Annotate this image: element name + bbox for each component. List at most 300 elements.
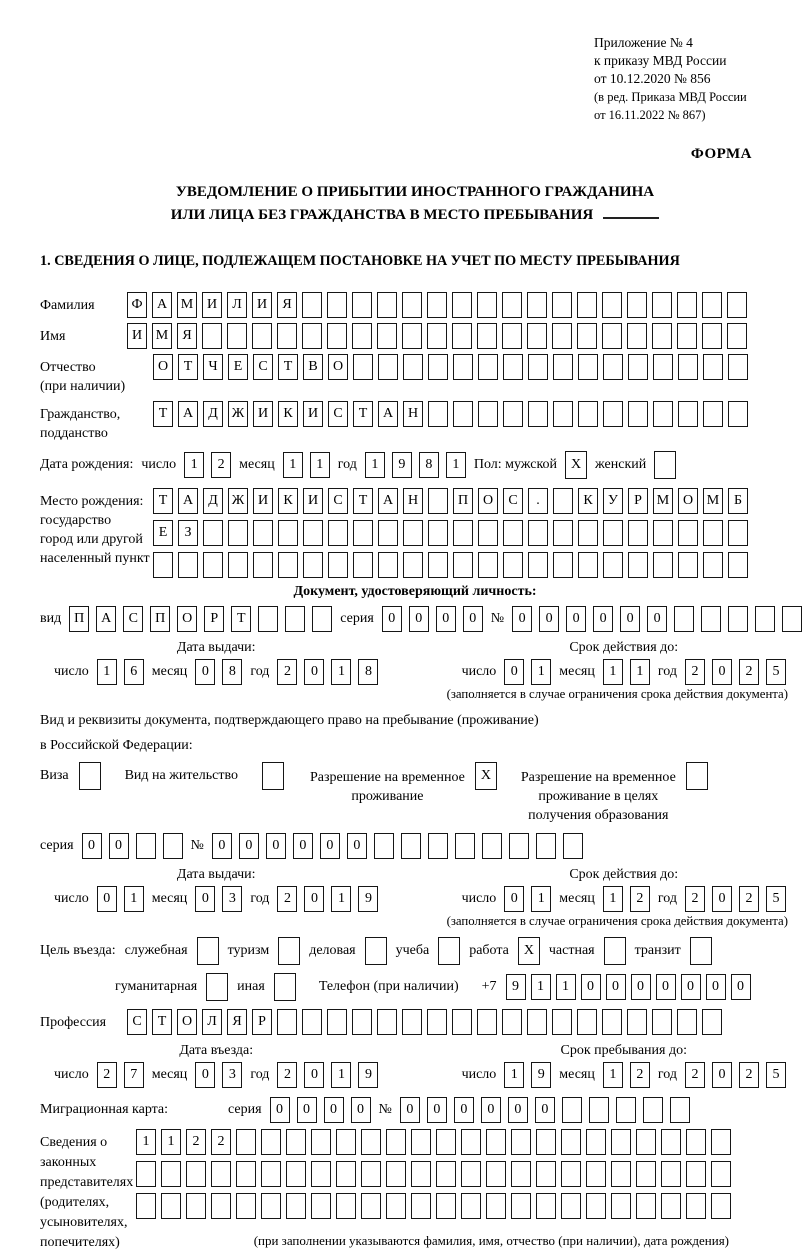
- purpose-work-checkbox: [518, 937, 540, 965]
- char-cell: [361, 1161, 381, 1187]
- temp-permit-label-line1: Разрешение на временное: [309, 770, 465, 785]
- residence-doc-checkboxes: [40, 762, 790, 825]
- char-cell: С: [503, 488, 523, 514]
- char-cell: [482, 833, 502, 859]
- char-cell: [653, 401, 673, 427]
- char-cell: 0: [566, 606, 586, 632]
- char-cell: [136, 1161, 156, 1187]
- char-cell: О: [328, 354, 348, 380]
- char-cell: [728, 401, 748, 427]
- purpose-tourism-label: туризм: [227, 943, 270, 958]
- char-cell: 1: [97, 659, 117, 685]
- char-cell: [428, 354, 448, 380]
- char-cell: [561, 1129, 581, 1155]
- edu-permit-label-line1: Разрешение на временное: [520, 770, 676, 785]
- visa-label: Виза: [40, 768, 69, 783]
- char-cell: [386, 1129, 406, 1155]
- char-cell: 7: [124, 1062, 144, 1088]
- char-cell: [486, 1193, 506, 1219]
- edu-permit-label-line2: проживание в целях: [538, 789, 659, 804]
- purpose-second-row: [115, 973, 790, 1001]
- char-cell: [311, 1193, 331, 1219]
- form-title: [40, 181, 790, 227]
- edu-permit-label: [521, 762, 676, 825]
- doc-valid-day-cells: [504, 659, 551, 685]
- profession-cells: [127, 1009, 722, 1035]
- char-cell: [536, 1193, 556, 1219]
- char-cell: [486, 1161, 506, 1187]
- char-cell: 0: [656, 974, 676, 1000]
- char-cell: [163, 833, 183, 859]
- char-cell: [703, 401, 723, 427]
- char-cell: С: [328, 401, 348, 427]
- name-label: Имя: [40, 329, 66, 344]
- char-cell: 0: [593, 606, 613, 632]
- field-citizenship: [40, 401, 790, 443]
- char-cell: Н: [403, 488, 423, 514]
- char-cell: П: [150, 606, 170, 632]
- doc-valid-group: [462, 640, 786, 685]
- char-cell: [227, 323, 247, 349]
- number-label: №: [378, 1102, 392, 1117]
- residence-valid-line: [462, 886, 786, 912]
- doc-issue-month-cells: [195, 659, 242, 685]
- char-cell: Т: [178, 354, 198, 380]
- char-cell: [277, 323, 297, 349]
- char-cell: А: [96, 606, 116, 632]
- char-cell: 0: [631, 974, 651, 1000]
- char-cell: 1: [446, 452, 466, 478]
- char-cell: Я: [277, 292, 297, 318]
- char-cell: К: [278, 401, 298, 427]
- legal-label-line4: (родителях,: [40, 1195, 110, 1210]
- sex-female-label: женский: [595, 457, 647, 472]
- char-cell: [453, 520, 473, 546]
- series-label: серия: [228, 1102, 262, 1117]
- char-cell: 2: [685, 1062, 705, 1088]
- char-cell: Е: [228, 354, 248, 380]
- char-cell: 1: [310, 452, 330, 478]
- char-cell: [236, 1161, 256, 1187]
- legal-row3-cells: [136, 1193, 731, 1219]
- char-cell: О: [177, 606, 197, 632]
- char-cell: [136, 833, 156, 859]
- char-cell: [197, 937, 219, 965]
- day-label: число: [461, 664, 497, 679]
- identity-doc-heading: Документ, удостоверяющий личность:: [293, 584, 537, 599]
- char-cell: [678, 401, 698, 427]
- migration-series-cells: [270, 1097, 371, 1123]
- char-cell: [302, 1009, 322, 1035]
- char-cell: 1: [331, 1062, 351, 1088]
- valid-until-heading: Срок действия до:: [569, 867, 679, 882]
- char-cell: [527, 1009, 547, 1035]
- birth-date-label: Дата рождения:: [40, 457, 134, 472]
- char-cell: [403, 520, 423, 546]
- purpose-work-label: работа: [469, 943, 509, 958]
- char-cell: 2: [739, 1062, 759, 1088]
- char-cell: [628, 552, 648, 578]
- char-cell: 6: [124, 659, 144, 685]
- field-name: [40, 323, 790, 349]
- citizenship-label-line2: подданство: [40, 426, 108, 441]
- char-cell: [616, 1097, 636, 1123]
- char-cell: 0: [304, 886, 324, 912]
- char-cell: [586, 1129, 606, 1155]
- char-cell: [477, 292, 497, 318]
- char-cell: [643, 1097, 663, 1123]
- field-birth-date: [40, 451, 790, 479]
- char-cell: [661, 1129, 681, 1155]
- char-cell: И: [127, 323, 147, 349]
- char-cell: 0: [195, 659, 215, 685]
- residence-series-cells: [82, 833, 183, 859]
- purpose-study-checkbox: [438, 937, 460, 965]
- char-cell: X: [475, 762, 497, 790]
- char-cell: [528, 354, 548, 380]
- char-cell: [202, 323, 222, 349]
- char-cell: О: [153, 354, 173, 380]
- char-cell: Т: [278, 354, 298, 380]
- residence-doc-heading-line1: Вид и реквизиты документа, подтверждающего право на пребывание (проживание): [40, 713, 539, 728]
- char-cell: [627, 292, 647, 318]
- sex-female-checkbox: [654, 451, 676, 479]
- purpose-private-checkbox: [604, 937, 626, 965]
- char-cell: Ф: [127, 292, 147, 318]
- char-cell: Т: [231, 606, 251, 632]
- citizenship-label: [40, 401, 153, 443]
- char-cell: [553, 401, 573, 427]
- field-patronymic: [40, 354, 790, 396]
- char-cell: [652, 292, 672, 318]
- char-cell: 0: [195, 1062, 215, 1088]
- char-cell: [302, 323, 322, 349]
- char-cell: [377, 1009, 397, 1035]
- day-label: число: [54, 1067, 89, 1082]
- patronymic-label: [40, 354, 153, 396]
- char-cell: [303, 520, 323, 546]
- field-migration-card: [40, 1097, 790, 1123]
- patronymic-cells: [153, 354, 748, 380]
- surname-label: Фамилия: [40, 298, 95, 313]
- char-cell: И: [253, 488, 273, 514]
- migration-number-cells: [400, 1097, 690, 1123]
- char-cell: [586, 1193, 606, 1219]
- char-cell: [553, 488, 573, 514]
- char-cell: 0: [320, 833, 340, 859]
- field-birthplace: [40, 488, 790, 578]
- legal-label-line2: законных: [40, 1155, 97, 1170]
- char-cell: X: [518, 937, 540, 965]
- title-blank-underline: [603, 205, 659, 219]
- char-cell: [328, 552, 348, 578]
- month-label: месяц: [239, 457, 275, 472]
- char-cell: [403, 552, 423, 578]
- char-cell: [402, 1009, 422, 1035]
- char-cell: [552, 1009, 572, 1035]
- char-cell: 1: [504, 1062, 524, 1088]
- char-cell: 1: [556, 974, 576, 1000]
- purpose-business-checkbox: [365, 937, 387, 965]
- char-cell: И: [303, 401, 323, 427]
- char-cell: [502, 323, 522, 349]
- char-cell: [661, 1193, 681, 1219]
- purpose-humanitarian-label: гуманитарная: [115, 979, 198, 994]
- char-cell: [261, 1193, 281, 1219]
- char-cell: [386, 1193, 406, 1219]
- char-cell: О: [177, 1009, 197, 1035]
- field-residence-doc-number: [40, 833, 790, 859]
- char-cell: С: [253, 354, 273, 380]
- appendix-reference: [594, 34, 790, 124]
- char-cell: [274, 973, 296, 1001]
- char-cell: [478, 354, 498, 380]
- doc-valid-year-cells: [685, 659, 786, 685]
- char-cell: [411, 1161, 431, 1187]
- char-cell: [261, 1161, 281, 1187]
- doc-number-cells: [512, 606, 802, 632]
- char-cell: [436, 1161, 456, 1187]
- birthplace-row1-cells: [153, 488, 748, 514]
- char-cell: 1: [124, 886, 144, 912]
- char-cell: [327, 323, 347, 349]
- char-cell: [228, 520, 248, 546]
- char-cell: А: [178, 401, 198, 427]
- char-cell: [653, 552, 673, 578]
- char-cell: 0: [606, 974, 626, 1000]
- char-cell: [686, 1129, 706, 1155]
- char-cell: [528, 552, 548, 578]
- forma-label: ФОРМА: [690, 146, 752, 162]
- char-cell: [553, 354, 573, 380]
- char-cell: Я: [227, 1009, 247, 1035]
- birthplace-row2-cells: [153, 520, 748, 546]
- char-cell: [602, 323, 622, 349]
- char-cell: Н: [403, 401, 423, 427]
- char-cell: 8: [222, 659, 242, 685]
- char-cell: [563, 833, 583, 859]
- char-cell: А: [378, 401, 398, 427]
- char-cell: [536, 1129, 556, 1155]
- entry-stay-dates-block: [40, 1043, 790, 1088]
- char-cell: Ж: [228, 488, 248, 514]
- form-title-line1: УВЕДОМЛЕНИЕ О ПРИБЫТИИ ИНОСТРАННОГО ГРАЖДАНИНА: [175, 184, 655, 200]
- char-cell: П: [69, 606, 89, 632]
- year-label: год: [250, 664, 270, 679]
- edition-line: (в ред. Приказа МВД России: [594, 90, 747, 104]
- valid-until-heading: Срок действия до:: [569, 640, 679, 655]
- month-label: месяц: [151, 891, 188, 906]
- char-cell: [628, 401, 648, 427]
- char-cell: [652, 1009, 672, 1035]
- stay-month-cells: [603, 1062, 650, 1088]
- char-cell: 9: [531, 1062, 551, 1088]
- char-cell: [755, 606, 775, 632]
- char-cell: [436, 1129, 456, 1155]
- char-cell: [312, 606, 332, 632]
- char-cell: [553, 552, 573, 578]
- char-cell: 0: [270, 1097, 290, 1123]
- residence-dates-block: [40, 867, 790, 912]
- sex-male-checkbox: [565, 451, 587, 479]
- char-cell: [628, 520, 648, 546]
- char-cell: 0: [712, 659, 732, 685]
- purpose-official-checkbox: [197, 937, 219, 965]
- char-cell: Е: [153, 520, 173, 546]
- legal-representatives-label: [40, 1129, 136, 1253]
- char-cell: 1: [184, 452, 204, 478]
- char-cell: [161, 1161, 181, 1187]
- char-cell: 0: [324, 1097, 344, 1123]
- char-cell: [653, 354, 673, 380]
- char-cell: 0: [297, 1097, 317, 1123]
- char-cell: Ч: [203, 354, 223, 380]
- char-cell: .: [528, 488, 548, 514]
- char-cell: Б: [728, 488, 748, 514]
- field-profession: [40, 1009, 790, 1035]
- day-label: число: [141, 457, 177, 472]
- char-cell: [428, 401, 448, 427]
- char-cell: [603, 401, 623, 427]
- char-cell: [577, 323, 597, 349]
- char-cell: [206, 973, 228, 1001]
- migration-card-label: Миграционная карта:: [40, 1102, 169, 1117]
- purpose-private-label: частная: [548, 943, 595, 958]
- char-cell: [552, 323, 572, 349]
- char-cell: 9: [358, 1062, 378, 1088]
- char-cell: 3: [222, 886, 242, 912]
- char-cell: [661, 1161, 681, 1187]
- char-cell: [428, 833, 448, 859]
- char-cell: [674, 606, 694, 632]
- char-cell: О: [478, 488, 498, 514]
- char-cell: [211, 1161, 231, 1187]
- entry-date-group: [54, 1043, 378, 1088]
- char-cell: 0: [504, 886, 524, 912]
- char-cell: 0: [82, 833, 102, 859]
- char-cell: [311, 1161, 331, 1187]
- limited-validity-note: (заполняется в случае ограничения срока действия документа): [446, 687, 788, 701]
- char-cell: [727, 323, 747, 349]
- char-cell: [478, 401, 498, 427]
- char-cell: 2: [211, 452, 231, 478]
- char-cell: 1: [161, 1129, 181, 1155]
- char-cell: Т: [353, 401, 373, 427]
- char-cell: [511, 1193, 531, 1219]
- char-cell: [478, 552, 498, 578]
- char-cell: Л: [227, 292, 247, 318]
- temp-permit-label: [310, 762, 465, 806]
- char-cell: К: [278, 488, 298, 514]
- name-cells: [127, 323, 747, 349]
- char-cell: 9: [358, 886, 378, 912]
- char-cell: [702, 323, 722, 349]
- entry-date-heading: Дата въезда:: [179, 1043, 254, 1058]
- char-cell: [411, 1129, 431, 1155]
- char-cell: Р: [252, 1009, 272, 1035]
- char-cell: 8: [419, 452, 439, 478]
- month-label: месяц: [559, 891, 595, 906]
- stay-until-group: [462, 1043, 786, 1088]
- char-cell: [336, 1129, 356, 1155]
- purpose-transit-checkbox: [690, 937, 712, 965]
- entry-day-cells: [97, 1062, 144, 1088]
- char-cell: [728, 552, 748, 578]
- char-cell: 0: [239, 833, 259, 859]
- year-label: год: [657, 1067, 677, 1082]
- char-cell: [352, 1009, 372, 1035]
- char-cell: 2: [277, 1062, 297, 1088]
- char-cell: 0: [681, 974, 701, 1000]
- char-cell: [353, 354, 373, 380]
- char-cell: 1: [603, 886, 623, 912]
- char-cell: 0: [504, 659, 524, 685]
- char-cell: 5: [766, 659, 786, 685]
- month-label: месяц: [559, 664, 595, 679]
- char-cell: [252, 323, 272, 349]
- char-cell: 2: [277, 886, 297, 912]
- phone-label: Телефон (при наличии): [318, 979, 459, 994]
- ref-line: от 10.12.2020 № 856: [594, 71, 711, 86]
- year-label: год: [657, 664, 677, 679]
- char-cell: 0: [463, 606, 483, 632]
- char-cell: [670, 1097, 690, 1123]
- char-cell: [236, 1129, 256, 1155]
- char-cell: [427, 323, 447, 349]
- residence-issue-group: [54, 867, 378, 912]
- char-cell: [604, 937, 626, 965]
- char-cell: [503, 520, 523, 546]
- char-cell: [461, 1161, 481, 1187]
- char-cell: 0: [712, 886, 732, 912]
- char-cell: 2: [685, 659, 705, 685]
- legal-row2-cells: [136, 1161, 731, 1187]
- char-cell: 5: [766, 1062, 786, 1088]
- char-cell: [509, 833, 529, 859]
- residence-valid-group: [462, 867, 786, 912]
- char-cell: 0: [97, 886, 117, 912]
- visa-checkbox: [79, 762, 101, 790]
- char-cell: У: [603, 488, 623, 514]
- char-cell: [511, 1129, 531, 1155]
- char-cell: [286, 1161, 306, 1187]
- char-cell: 1: [603, 1062, 623, 1088]
- stay-year-cells: [685, 1062, 786, 1088]
- char-cell: М: [703, 488, 723, 514]
- entry-date-line: [54, 1062, 378, 1088]
- char-cell: 0: [351, 1097, 371, 1123]
- char-cell: М: [177, 292, 197, 318]
- char-cell: [428, 488, 448, 514]
- char-cell: [378, 520, 398, 546]
- char-cell: [503, 401, 523, 427]
- char-cell: [527, 292, 547, 318]
- char-cell: [361, 1193, 381, 1219]
- legal-label-line6: попечителях): [40, 1235, 120, 1250]
- char-cell: [262, 762, 284, 790]
- edu-permit-checkbox: [686, 762, 708, 790]
- char-cell: Т: [153, 488, 173, 514]
- entry-year-cells: [277, 1062, 378, 1088]
- patronymic-label-line1: Отчество: [40, 360, 96, 375]
- char-cell: [536, 1161, 556, 1187]
- char-cell: [553, 520, 573, 546]
- sex-male-label: Пол: мужской: [473, 457, 558, 472]
- char-cell: 0: [304, 659, 324, 685]
- char-cell: [677, 323, 697, 349]
- doc-dates-block: [40, 640, 790, 685]
- char-cell: Т: [152, 1009, 172, 1035]
